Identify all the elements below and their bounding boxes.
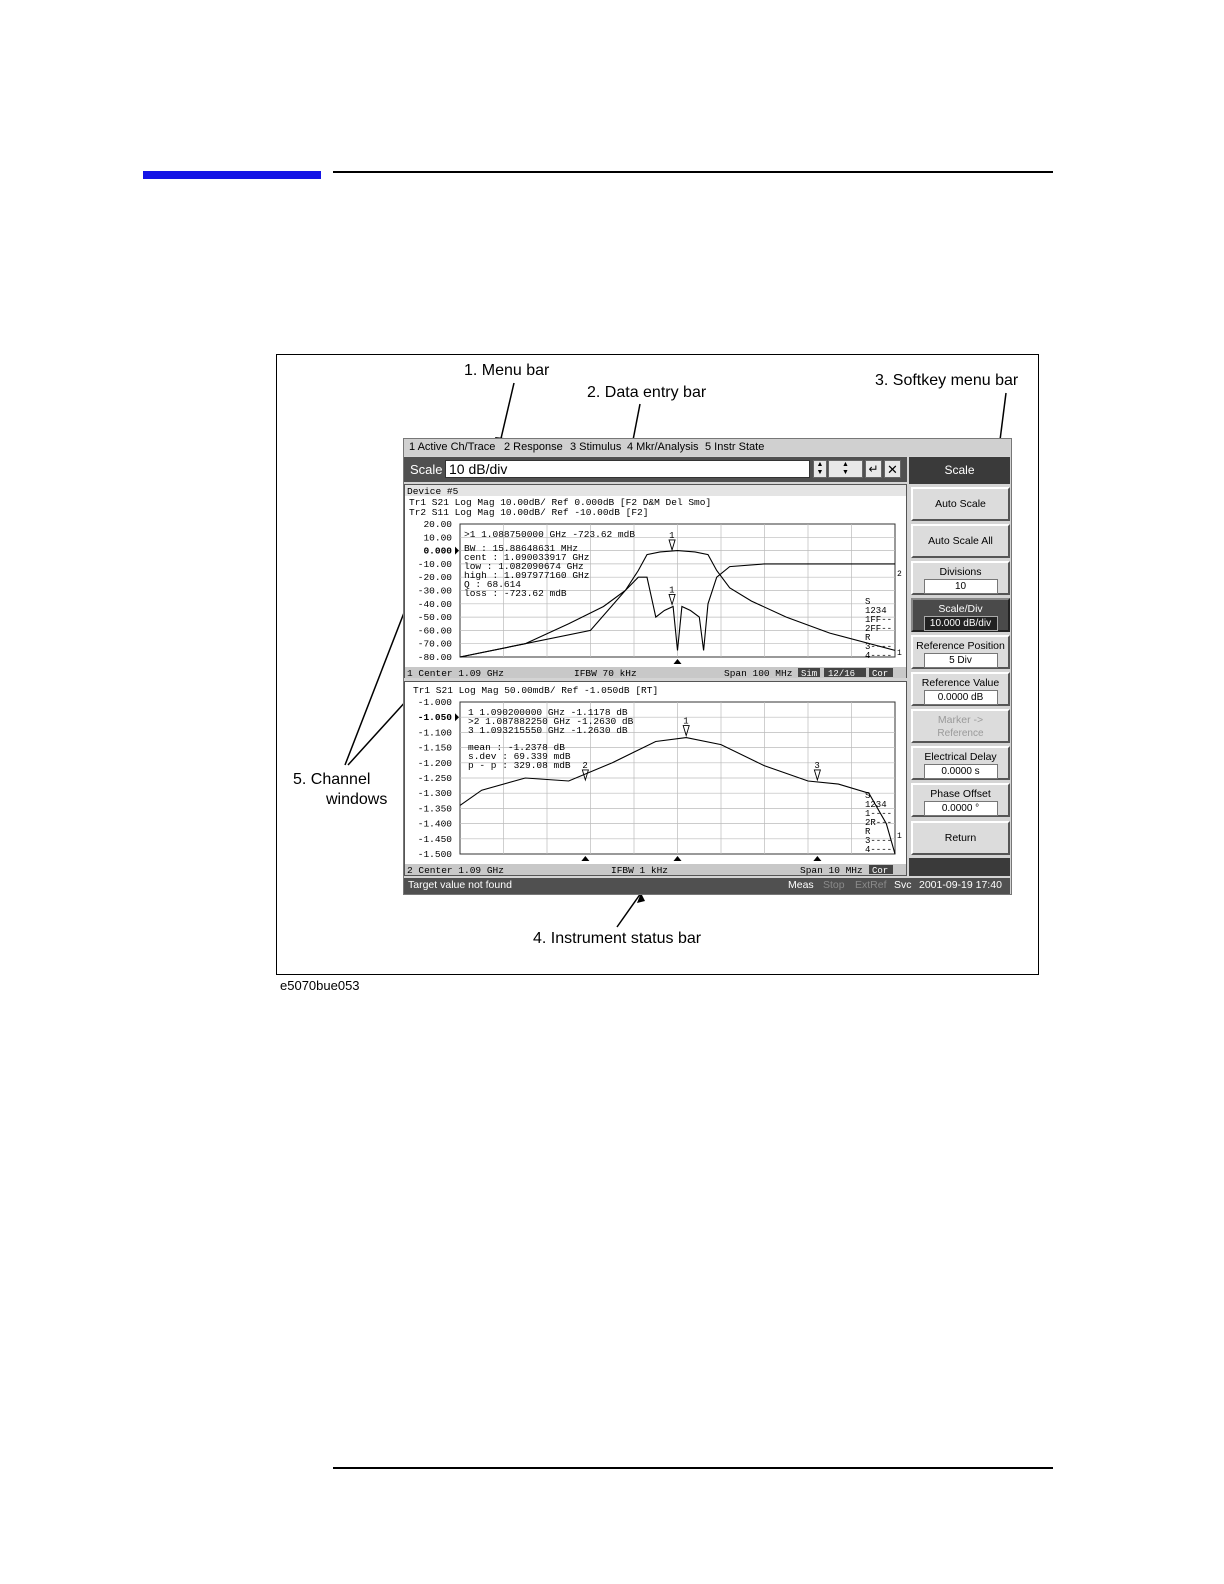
bandwidth-readout: Q : 68.614 xyxy=(464,579,522,590)
y-tick-label: -20.00 xyxy=(417,572,452,584)
softkey-label: Auto Scale All xyxy=(928,535,993,547)
right-edge-label: 2 xyxy=(897,570,902,579)
channel2-footer-ifbw: IFBW 1 kHz xyxy=(611,865,669,876)
bandwidth-readout: high : 1.097977160 GHz xyxy=(464,570,590,581)
softkey-value: 0.0000 s xyxy=(924,764,998,779)
sweep-pointer-icon xyxy=(813,856,821,861)
statistics-readout: s.dev : 69.339 mdB xyxy=(468,751,571,762)
marker-label: 1 xyxy=(669,585,675,596)
channel1-title: Device #5 xyxy=(407,486,459,497)
y-tick-label: -50.00 xyxy=(417,612,452,624)
softkey-label: Divisions xyxy=(939,566,982,578)
menu-item-active-ch-trace[interactable]: 1 Active Ch/Trace xyxy=(409,441,496,453)
marker-label: 2 xyxy=(582,760,588,771)
softkey-label: Marker -> xyxy=(937,714,984,726)
legend-text: 1234 xyxy=(865,800,887,810)
callout-data-entry-bar: 2. Data entry bar xyxy=(587,384,707,401)
y-tick-label: -30.00 xyxy=(417,585,452,597)
y-tick-label: -1.450 xyxy=(417,833,452,845)
channel1-badge-sim: Sim xyxy=(801,669,818,679)
softkey-label: Return xyxy=(944,832,977,844)
menu-item-mkr-analysis[interactable]: 4 Mkr/Analysis xyxy=(627,441,699,453)
right-edge-label: 1 xyxy=(897,649,902,658)
data-entry-field[interactable]: 10 dB/div xyxy=(445,460,810,478)
sweep-pointer-icon xyxy=(581,856,589,861)
y-tick-label: -60.00 xyxy=(417,625,452,637)
channel2-trace1-label: Tr1 S21 Log Mag 50.00mdB/ Ref -1.050dB [RT] xyxy=(413,685,659,696)
legend-text: 4---- xyxy=(865,651,893,661)
status-svc: Svc xyxy=(894,879,912,891)
marker-readout: >2 1.087882250 GHz -1.2630 dB xyxy=(468,716,634,727)
marker-label: 1 xyxy=(669,530,675,541)
status-datetime: 2001-09-19 17:40 xyxy=(919,879,1002,891)
sweep-pointer-icon xyxy=(674,659,682,664)
marker-readout: 3 1.093215550 GHz -1.2630 dB xyxy=(468,725,628,736)
y-tick-label: -1.100 xyxy=(417,727,452,739)
y-tick-label: -1.500 xyxy=(417,849,452,860)
softkey-value: 0.0000 ° xyxy=(924,801,998,816)
legend-text: S xyxy=(865,791,871,801)
y-tick-label: -70.00 xyxy=(417,638,452,650)
menu-item-stimulus[interactable]: 3 Stimulus xyxy=(570,441,622,453)
status-message: Target value not found xyxy=(408,879,512,891)
channel1-badge-sweep: 12/16 xyxy=(828,669,856,679)
step-up-down-icon[interactable]: ▲ ▼ xyxy=(828,460,863,478)
callout-menu-bar: 1. Menu bar xyxy=(464,362,550,379)
y-tick-label: -40.00 xyxy=(417,598,452,610)
y-tick-label: -1.250 xyxy=(417,773,452,784)
channel1-footer-span: Span 100 MHz xyxy=(724,668,793,679)
bandwidth-readout: cent : 1.090033917 GHz xyxy=(464,552,590,563)
channel1-badge-cor: Cor xyxy=(872,669,889,679)
softkey-value: 10.000 dB/div xyxy=(924,616,998,631)
softkey-value: 10 xyxy=(924,579,998,594)
figure-id: e5070bue053 xyxy=(280,978,360,993)
y-tick-label: -1.000 xyxy=(417,697,452,708)
y-tick-label: -1.050 xyxy=(417,712,452,724)
marker-label: 1 xyxy=(683,716,689,727)
callout-channel-windows-line1: 5. Channel xyxy=(293,771,371,788)
y-tick-label: 20.00 xyxy=(423,519,452,530)
channel1-footer-ifbw: IFBW 70 kHz xyxy=(574,668,637,679)
legend-text: 2FF-- xyxy=(865,624,893,634)
softkey-menu-title: Scale xyxy=(909,457,1010,484)
legend-text: 3---- xyxy=(865,642,893,652)
y-tick-label: -1.200 xyxy=(417,757,452,769)
enter-arrow-icon[interactable]: ↵ xyxy=(865,460,882,478)
bandwidth-readout: loss : -723.62 mdB xyxy=(464,588,567,599)
channel1-trace1-label: Tr1 S21 Log Mag 10.00dB/ Ref 0.000dB [F2 D&M Del Smo] xyxy=(409,497,712,508)
spin-up-down-icon[interactable]: ▲ ▼ xyxy=(813,460,827,478)
softkey-value: 5 Div xyxy=(924,653,998,668)
callout-channel-windows-line2: windows xyxy=(326,791,388,808)
y-tick-label: 10.00 xyxy=(423,532,452,544)
softkey-label: Electrical Delay xyxy=(924,751,997,763)
sweep-pointer-icon xyxy=(674,856,682,861)
legend-text: 1FF-- xyxy=(865,615,893,625)
legend-text: S xyxy=(865,597,871,607)
softkey-label: Reference Value xyxy=(921,677,1000,689)
menu-item-instr-state[interactable]: 5 Instr State xyxy=(705,441,765,453)
channel2-footer-center: 2 Center 1.09 GHz xyxy=(407,865,504,876)
marker-readout: 1 1.090200000 GHz -1.1178 dB xyxy=(468,707,628,718)
status-meas: Meas xyxy=(788,879,814,891)
legend-text: 1---- xyxy=(865,809,893,819)
instrument-status-bar xyxy=(404,878,1010,894)
statistics-readout: p - p : 329.08 mdB xyxy=(468,760,571,771)
data-entry-label: Scale xyxy=(410,462,443,477)
softkey-label: Scale/Div xyxy=(938,603,983,615)
channel2-badge-cor: Cor xyxy=(872,866,889,876)
legend-text: R xyxy=(865,633,871,643)
status-extref: ExtRef xyxy=(855,879,887,891)
reference-pointer-icon xyxy=(455,713,459,721)
softkey-label: Reference Position xyxy=(916,640,1005,652)
y-tick-label: 0.000 xyxy=(423,545,452,557)
y-tick-label: -80.00 xyxy=(417,652,452,663)
legend-text: 4---- xyxy=(865,845,893,855)
y-tick-label: -1.400 xyxy=(417,818,452,830)
status-stop: Stop xyxy=(823,879,845,891)
y-tick-label: -10.00 xyxy=(417,558,452,570)
bandwidth-readout: low : 1.082090674 GHz xyxy=(464,561,584,572)
legend-text: 3---- xyxy=(865,836,893,846)
right-edge-label: 1 xyxy=(897,832,902,841)
y-tick-label: -1.150 xyxy=(417,742,452,754)
softkey-label: Phase Offset xyxy=(930,788,991,800)
legend-text: R xyxy=(865,827,871,837)
channel1-footer-center: 1 Center 1.09 GHz xyxy=(407,668,504,679)
statistics-readout: mean : -1.2378 dB xyxy=(468,742,565,753)
channel2-footer-span: Span 10 MHz xyxy=(800,865,863,876)
bandwidth-readout: BW : 15.88648631 MHz xyxy=(464,543,579,554)
marker-label: 3 xyxy=(814,760,820,771)
y-tick-label: -1.300 xyxy=(417,788,452,800)
marker-readout: >1 1.088750000 GHz -723.62 mdB xyxy=(464,529,636,540)
y-tick-label: -1.350 xyxy=(417,803,452,815)
reference-pointer-icon xyxy=(455,547,459,555)
callout-status-bar: 4. Instrument status bar xyxy=(533,930,702,947)
menu-item-response[interactable]: 2 Response xyxy=(504,441,563,453)
softkey-label: Auto Scale xyxy=(935,498,986,510)
softkey-value: 0.0000 dB xyxy=(924,690,998,705)
softkey-value: Reference xyxy=(937,728,984,739)
legend-text: 2R--- xyxy=(865,818,893,828)
channel1-trace2-label: Tr2 S11 Log Mag 10.00dB/ Ref -10.00dB [F2] xyxy=(409,507,649,518)
close-icon[interactable]: ✕ xyxy=(884,460,901,478)
callout-softkey-menu-bar: 3. Softkey menu bar xyxy=(875,372,1019,389)
legend-text: 1234 xyxy=(865,606,887,616)
